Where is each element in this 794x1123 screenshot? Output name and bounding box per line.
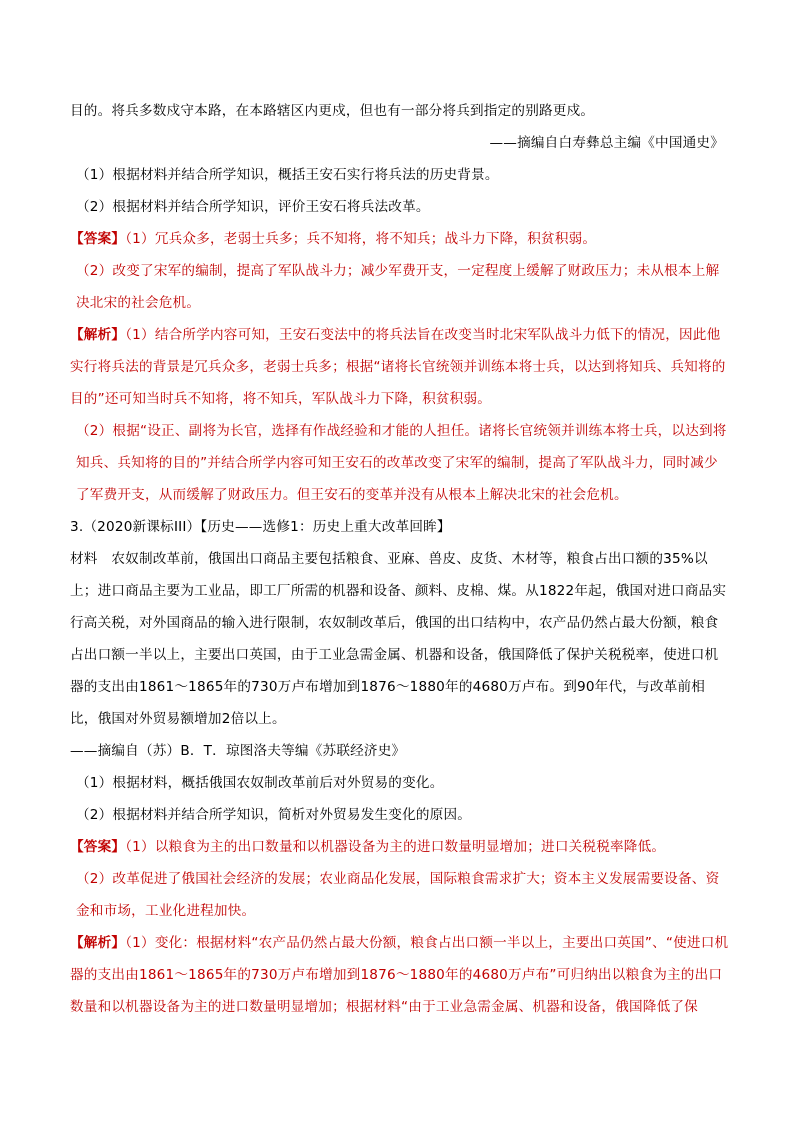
answer-2: （2）改变了宋军的编制，提高了军队战斗力；减少军费开支，一定程度上缓解了财政压力；未从根本上解决北宋的社会危机。 [76,263,720,311]
analysis-1 [70,319,730,415]
material-tail: 目的。将兵多数戍守本路，在本路辖区内更戍，但也有一部分将兵到指定的别路更戍。 [70,103,595,119]
analysis-tag: 【解析】 [70,327,126,343]
question-3-answer-1 [70,831,730,863]
question-3-answer-2: （2）改革促进了俄国社会经济的发展；农业商品化发展，国际粮食需求扩大；资本主义发展需要设备、资金和市场，工业化进程加快。 [76,871,720,919]
document-page [70,95,730,1023]
question-3-analysis-1 [70,927,730,1023]
analysis-tag: 【解析】 [70,935,126,951]
question-3-source: ——摘编自（苏）B．T．琼图洛夫等编《苏联经济史》 [70,743,406,759]
analysis-2: （2）根据“设正、副将为长官，选择有作战经验和才能的人担任。诸将长官统领并训练本将士兵，以达到将知兵、兵知将的目的”并结合所学内容可知王安石的改革改变了宋军的编制，提高了军队战斗力，同时减少了军费开支，从而缓解了财政压力。但王安石的变革并没有从根本上解决北宋的社会危机。 [76,423,727,503]
question-3-material: 材料 农奴制改革前，俄国出口商品主要包括粮食、亚麻、兽皮、皮货、木材等，粮食占出口额的35%以上；进口商品主要为工业品，即工厂所需的机器和设备、颜料、皮棉、煤。从1822年起，俄国对进口商品实行高关税，对外国商品的输入进行限制，农奴制改革后，俄国的出口结构中，农产品仍然占最大份额，粮食占出口额一半以上，主要出口英国，由于工业急需金属、机器和设备，俄国降低了保护关税税率，使进口机器的支出由1861～1865年的730万卢布增加到1876～1880年的4680万卢布。到90年代，与改革前相比，俄国对外贸易额增加2倍以上。 [70,551,727,727]
answer-1-text: （1）冗兵众多，老弱士兵多；兵不知将，将不知兵；战斗力下降，积贫积弱。 [125,231,597,247]
question-3-answer-1-text: （1）以粮食为主的出口数量和以机器设备为主的进口数量明显增加；进口关税税率降低。 [125,839,666,855]
analysis-1-text: （1）结合所学内容可知，王安石变法中的将兵法旨在改变当时北宋军队战斗力低下的情况，因此他实行将兵法的背景是冗兵众多，老弱士兵多；根据“诸将长官统领并训练本将士兵，以达到将知兵、兵知将的目的”还可知当时兵不知将，将不知兵，军队战斗力下降，积贫积弱。 [70,327,726,407]
material-source: ——摘编自白寿彝总主编《中国通史》 [489,135,724,151]
question-3-analysis-1-text: （1）变化：根据材料“农产品仍然占最大份额，粮食占出口额一半以上，主要出口英国”、“使进口机器的支出由1861～1865年的730万卢布增加到1876～1880年的4680万卢布”可归纳出以粮食为主的出口数量和以机器设备为主的进口数量明显增加；根据材料“由于工业急需金属、机器和设备，俄国降低了保 [70,935,729,1015]
question-3-q2: （2）根据材料并结合所学知识，简析对外贸易发生变化的原因。 [76,807,472,823]
question-3-q1: （1）根据材料，概括俄国农奴制改革前后对外贸易的变化。 [76,775,444,791]
answer-1 [70,223,730,255]
answer-tag: 【答案】 [70,839,126,855]
question-2: （2）根据材料并结合所学知识，评价王安石将兵法改革。 [76,199,430,215]
question-3-heading: 3.（2020新课标III）【历史——选修1：历史上重大改革回眸】 [70,519,451,535]
answer-tag: 【答案】 [70,231,126,247]
question-1: （1）根据材料并结合所学知识，概括王安石实行将兵法的历史背景。 [76,167,499,183]
